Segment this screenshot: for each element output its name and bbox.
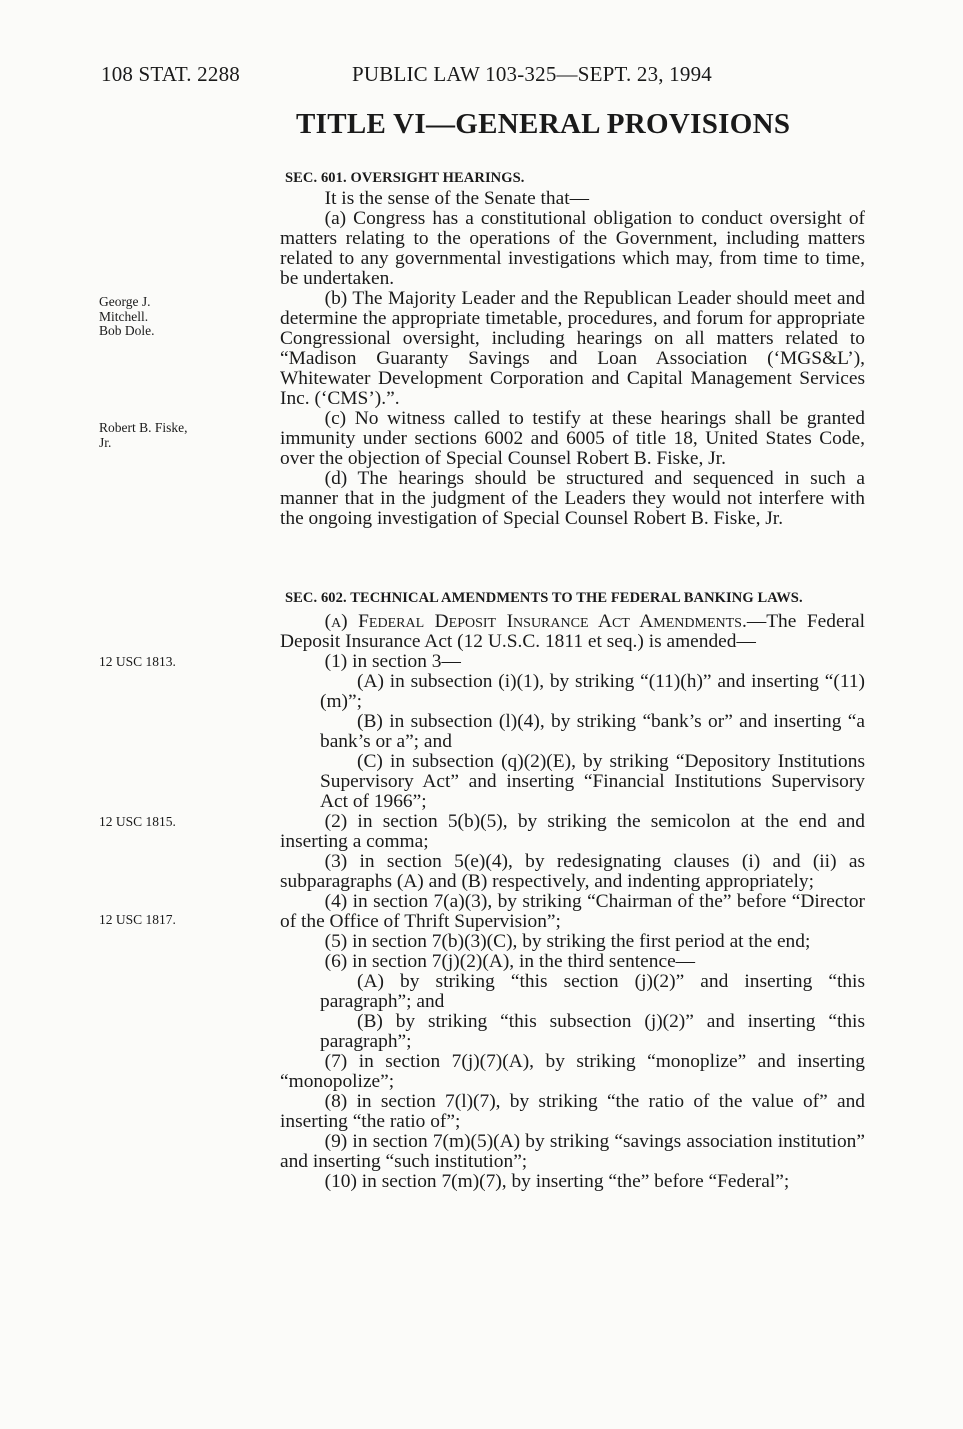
amendment-5: (5) in section 7(b)(3)(C), by striking the first period at the end; [324,931,811,952]
margin-note-line: 12 USC 1815. [99,814,176,829]
amendment-1-C: (C) in subsection (q)(2)(E), by striking “Depository Institutions Supervisory Act” and inserting “Financial Institutions Supervisory Act of 1966”; [320,751,865,812]
margin-note-counsel [99,421,188,450]
amendment-2: (2) in section 5(b)(5), by striking the semicolon at the end and inserting a comma; [280,811,865,852]
section-601-para-b: (b) The Majority Leader and the Republican Leader should meet and determine the appropriate timetable, procedures, and forum for appropriate Congressional oversight, including hearings on all matters related to “Madison Guaranty Savings and Loan Association (‘MGS&L’), Whitewater Development Corporation and Capital Management Services Inc. (‘CMS’).”. [280,288,865,409]
section-601-intro: It is the sense of the Senate that— [324,188,590,209]
subsection-a-label: (a) Federal Deposit Insurance Act Amendments. [324,611,747,632]
amendment-9: (9) in section 7(m)(5)(A) by striking “savings association institution” and inserting “such institution”; [280,1131,865,1172]
amendment-1-B: (B) in subsection (l)(4), by striking “bank’s or” and inserting “a bank’s or a”; and [320,711,865,752]
subsection-a-text: —The Federal Deposit Insurance Act (12 U.S.C. 1811 et seq.) is amended— [280,611,865,652]
amendment-8: (8) in section 7(l)(7), by striking “the ratio of the value of” and inserting “the ratio of”; [280,1091,865,1132]
margin-note-line: Bob Dole. [99,323,155,338]
amendment-7: (7) in section 7(j)(7)(A), by striking “monoplize” and inserting “monopolize”; [280,1051,865,1092]
section-602-heading: SEC. 602. TECHNICAL AMENDMENTS TO THE FEDERAL BANKING LAWS. [285,590,803,606]
margin-note-line: Robert B. Fiske, [99,420,188,435]
amendment-4: (4) in section 7(a)(3), by striking “Chairman of the” before “Director of the Office of Thrift Supervision”; [280,891,865,932]
margin-note-usc-1817 [99,913,176,928]
amendment-6: (6) in section 7(j)(2)(A), in the third sentence— [324,951,696,972]
amendment-1: (1) in section 3— [324,651,461,672]
section-602-body [280,612,865,1192]
margin-note-sponsors [99,295,155,339]
amendment-1-A: (A) in subsection (i)(1), by striking “(11)(h)” and inserting “(11)(m)”; [320,671,865,712]
margin-note-usc-1815 [99,815,176,830]
section-602-para-a [280,612,865,652]
margin-note-line: 12 USC 1817. [99,912,176,927]
statute-page-citation: 108 STAT. 2288 [101,62,240,86]
amendment-3: (3) in section 5(e)(4), by redesignating clauses (i) and (ii) as subparagraphs (A) and (B) respectively, and indenting appropriately; [280,851,865,892]
section-601-heading: SEC. 601. OVERSIGHT HEARINGS. [285,170,525,186]
margin-note-usc-1813 [99,655,176,670]
margin-note-line: George J. [99,294,151,309]
margin-note-line: Mitchell. [99,308,149,324]
amendment-10: (10) in section 7(m)(7), by inserting “the” before “Federal”; [324,1171,790,1192]
margin-note-line: Jr. [99,434,112,450]
section-601-body [280,189,865,529]
public-law-header: PUBLIC LAW 103-325—SEPT. 23, 1994 [352,62,712,86]
section-601-para-a: (a) Congress has a constitutional obligation to conduct oversight of matters relating to the operations of the Government, including matters related to any governmental investigations which may, from time to time, be undertaken. [280,208,865,289]
section-601-para-c: (c) No witness called to testify at these hearings shall be granted immunity under sections 6002 and 6005 of title 18, United States Code, over the objection of Special Counsel Robert B. Fiske, Jr. [280,408,865,469]
amendment-6-B: (B) by striking “this subsection (j)(2)” and inserting “this paragraph”; [320,1011,865,1052]
margin-note-line: 12 USC 1813. [99,654,176,669]
title-heading: TITLE VI—GENERAL PROVISIONS [296,108,791,140]
amendment-6-A: (A) by striking “this section (j)(2)” and inserting “this paragraph”; and [320,971,865,1012]
section-601-para-d: (d) The hearings should be structured and sequenced in such a manner that in the judgment of the Leaders they would not interfere with the ongoing investigation of Special Counsel Robert B. Fiske, Jr. [280,468,865,529]
